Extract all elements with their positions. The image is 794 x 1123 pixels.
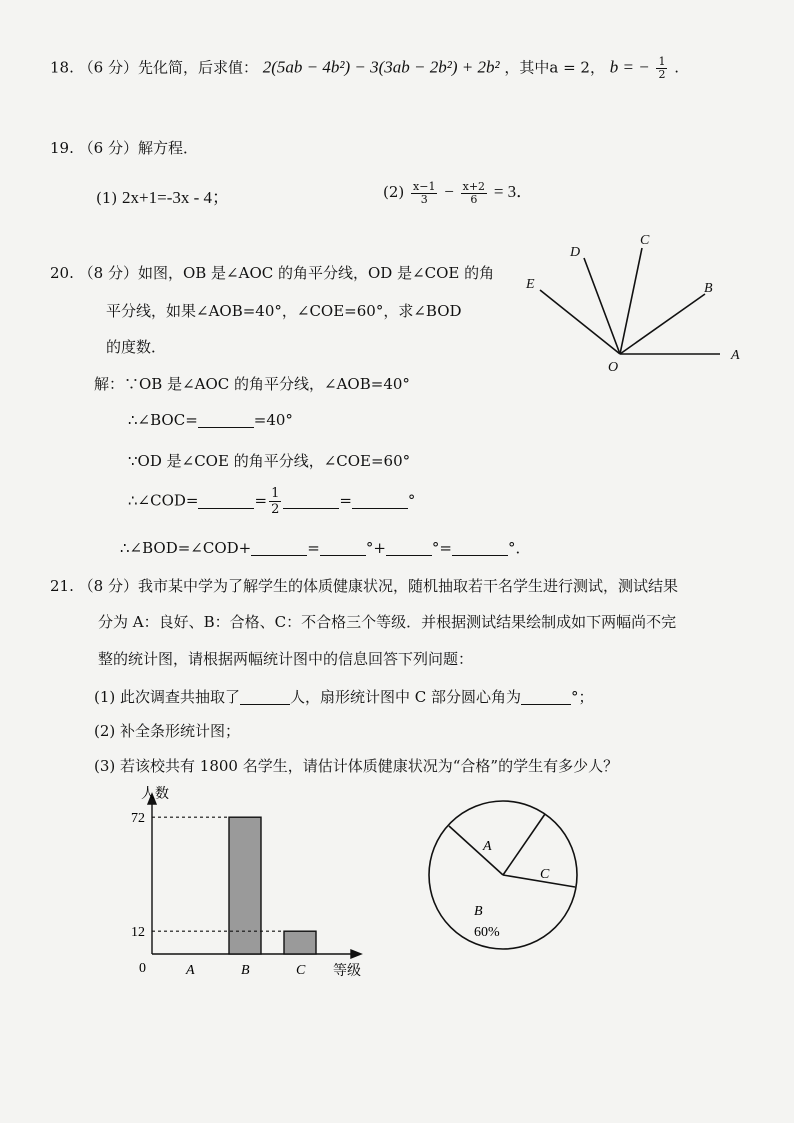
y-tick-label: 72 (131, 811, 145, 827)
x-axis-arrow (351, 950, 361, 958)
q20-solution-5 (120, 537, 531, 558)
ray-ob (620, 294, 705, 354)
q18-condition-b: b = − (609, 57, 650, 77)
q19-part1-label: (1) (96, 189, 118, 207)
q20-solution-3: ∵OD 是∠COE 的角平分线，∠COE=60° (128, 452, 411, 470)
q18-end: . (674, 58, 680, 77)
x-axis-label: 等级 (333, 964, 361, 979)
label-a: A (731, 348, 740, 363)
answer-blank[interactable] (352, 492, 408, 509)
q19-heading (50, 137, 198, 158)
q20-half-den: 2 (271, 502, 280, 517)
q20-sol5-text: ∴∠BOD=∠COD+ (120, 539, 252, 557)
q19-part2-label: (2) (383, 183, 405, 201)
y-tick-label: 12 (131, 925, 145, 941)
q20-sol2-text: ∴∠BOC= (128, 411, 198, 429)
q19-rhs: = 3． (493, 182, 534, 201)
q18-line (50, 56, 679, 81)
ray-oc (620, 248, 642, 354)
pie-divider-ab (449, 826, 503, 875)
q21-number: 21. (50, 577, 74, 595)
q21-line1 (50, 575, 678, 596)
answer-blank[interactable] (251, 539, 307, 556)
angle-figure (520, 228, 750, 378)
q18-condition-a: ，其中a = 2， (504, 58, 605, 77)
q21-p1-text-2: 人，扇形统计图中 C 部分圆心角为 (290, 688, 522, 706)
q20-sol4-degree: ° (407, 491, 416, 510)
q20-solution-2 (128, 411, 293, 429)
q21-part2: (2) 补全条形统计图； (94, 722, 241, 740)
q19-instruction: （6 分）解方程． (78, 139, 198, 157)
q19-part1-equation: 2x+1=-3x - 4； (122, 188, 230, 207)
q20-sol2-value: =40° (253, 411, 293, 429)
pie-percent-b: 60% (474, 925, 500, 940)
q20-number: 20. (50, 264, 74, 282)
pie-chart (418, 790, 588, 960)
label-b: B (704, 281, 713, 296)
q20-line3: 的度数． (106, 338, 167, 356)
q20-half-num: 1 (271, 486, 280, 501)
q21-line3: 整的统计图，请根据两幅统计图中的信息回答下列问题： (98, 650, 474, 668)
x-tick-label: B (241, 963, 250, 978)
q20-sol5-eq2: °= (431, 539, 452, 557)
q19-frac1-den: 3 (420, 192, 428, 206)
q18-fraction (656, 56, 667, 81)
q19-fraction-1 (411, 181, 437, 206)
q19-minus: − (444, 182, 454, 201)
q20-sol5-end: °． (507, 539, 531, 557)
q21-line2: 分为 A：良好、B：合格、C：不合格三个等级．并根据测试结果绘制成如下两幅尚不完 (98, 613, 677, 631)
q21-part1 (94, 686, 594, 707)
bar-chart (125, 782, 375, 982)
q21-p1-end: °； (571, 688, 594, 706)
q20-line1 (50, 262, 494, 283)
q19-number: 19. (50, 139, 74, 157)
bar (284, 931, 316, 954)
q20-sol4-text: ∴∠COD= (128, 491, 199, 510)
answer-blank[interactable] (386, 539, 432, 556)
q19-fraction-2 (461, 181, 487, 206)
q20-half-fraction (269, 486, 281, 517)
answer-blank[interactable] (320, 539, 366, 556)
x-tick-label: A (186, 963, 195, 978)
q19-part2 (383, 177, 533, 206)
q19-part1 (96, 183, 229, 208)
q21-text-1: （8 分）我市某中学为了解学生的体质健康状况，随机抽取若干名学生进行测试，测试结果 (78, 577, 678, 595)
q20-sol4-eq1: = (254, 491, 268, 510)
label-o: O (608, 360, 619, 375)
pie-divider-bc (503, 875, 575, 887)
answer-blank[interactable] (198, 492, 254, 509)
x-tick-label: C (296, 963, 306, 978)
q20-solution-4 (128, 486, 415, 517)
pie-divider-ac (503, 814, 545, 875)
bar (229, 817, 261, 954)
q19-frac2-den: 6 (470, 192, 478, 206)
answer-blank[interactable] (198, 411, 254, 428)
q20-sol5-eq: = (307, 539, 320, 557)
q20-text-1: （8 分）如图，OB 是∠AOC 的角平分线，OD 是∠COE 的角 (78, 264, 495, 282)
q19-frac2-num: x+2 (462, 179, 486, 193)
q19-frac1-num: x−1 (413, 179, 436, 193)
answer-blank[interactable] (283, 492, 339, 509)
q21-part3: (3) 若该校共有 1800 名学生，请估计体质健康状况为“合格”的学生有多少人？ (94, 757, 619, 775)
q21-p1-text: (1) 此次调查共抽取了 (94, 688, 241, 706)
q18-frac-den: 2 (658, 68, 666, 81)
q20-sol5-plus: °+ (365, 539, 386, 557)
answer-blank[interactable] (452, 539, 508, 556)
y-tick-label: 0 (139, 961, 146, 976)
pie-label-a: A (483, 839, 492, 854)
q18-instruction: （6 分）先化简，后求值： (78, 58, 258, 77)
pie-label-b: B (474, 904, 483, 919)
pie-label-c: C (540, 867, 550, 882)
q18-number: 18. (50, 58, 74, 77)
q20-line2: 平分线，如果∠AOB=40°，∠COE=60°，求∠BOD (106, 302, 462, 320)
y-axis-label: 人数 (141, 787, 169, 802)
label-e: E (526, 277, 535, 292)
answer-blank[interactable] (521, 688, 571, 705)
answer-blank[interactable] (240, 688, 290, 705)
q20-sol4-eq2: = (339, 491, 352, 510)
q20-solution-1: 解：∵OB 是∠AOC 的角平分线，∠AOB=40° (94, 375, 410, 393)
label-d: D (570, 245, 581, 260)
label-c: C (640, 233, 650, 248)
q18-expression: 2(5ab − 4b²) − 3(3ab − 2b²) + 2b² (262, 57, 500, 77)
q18-frac-num: 1 (658, 55, 666, 68)
